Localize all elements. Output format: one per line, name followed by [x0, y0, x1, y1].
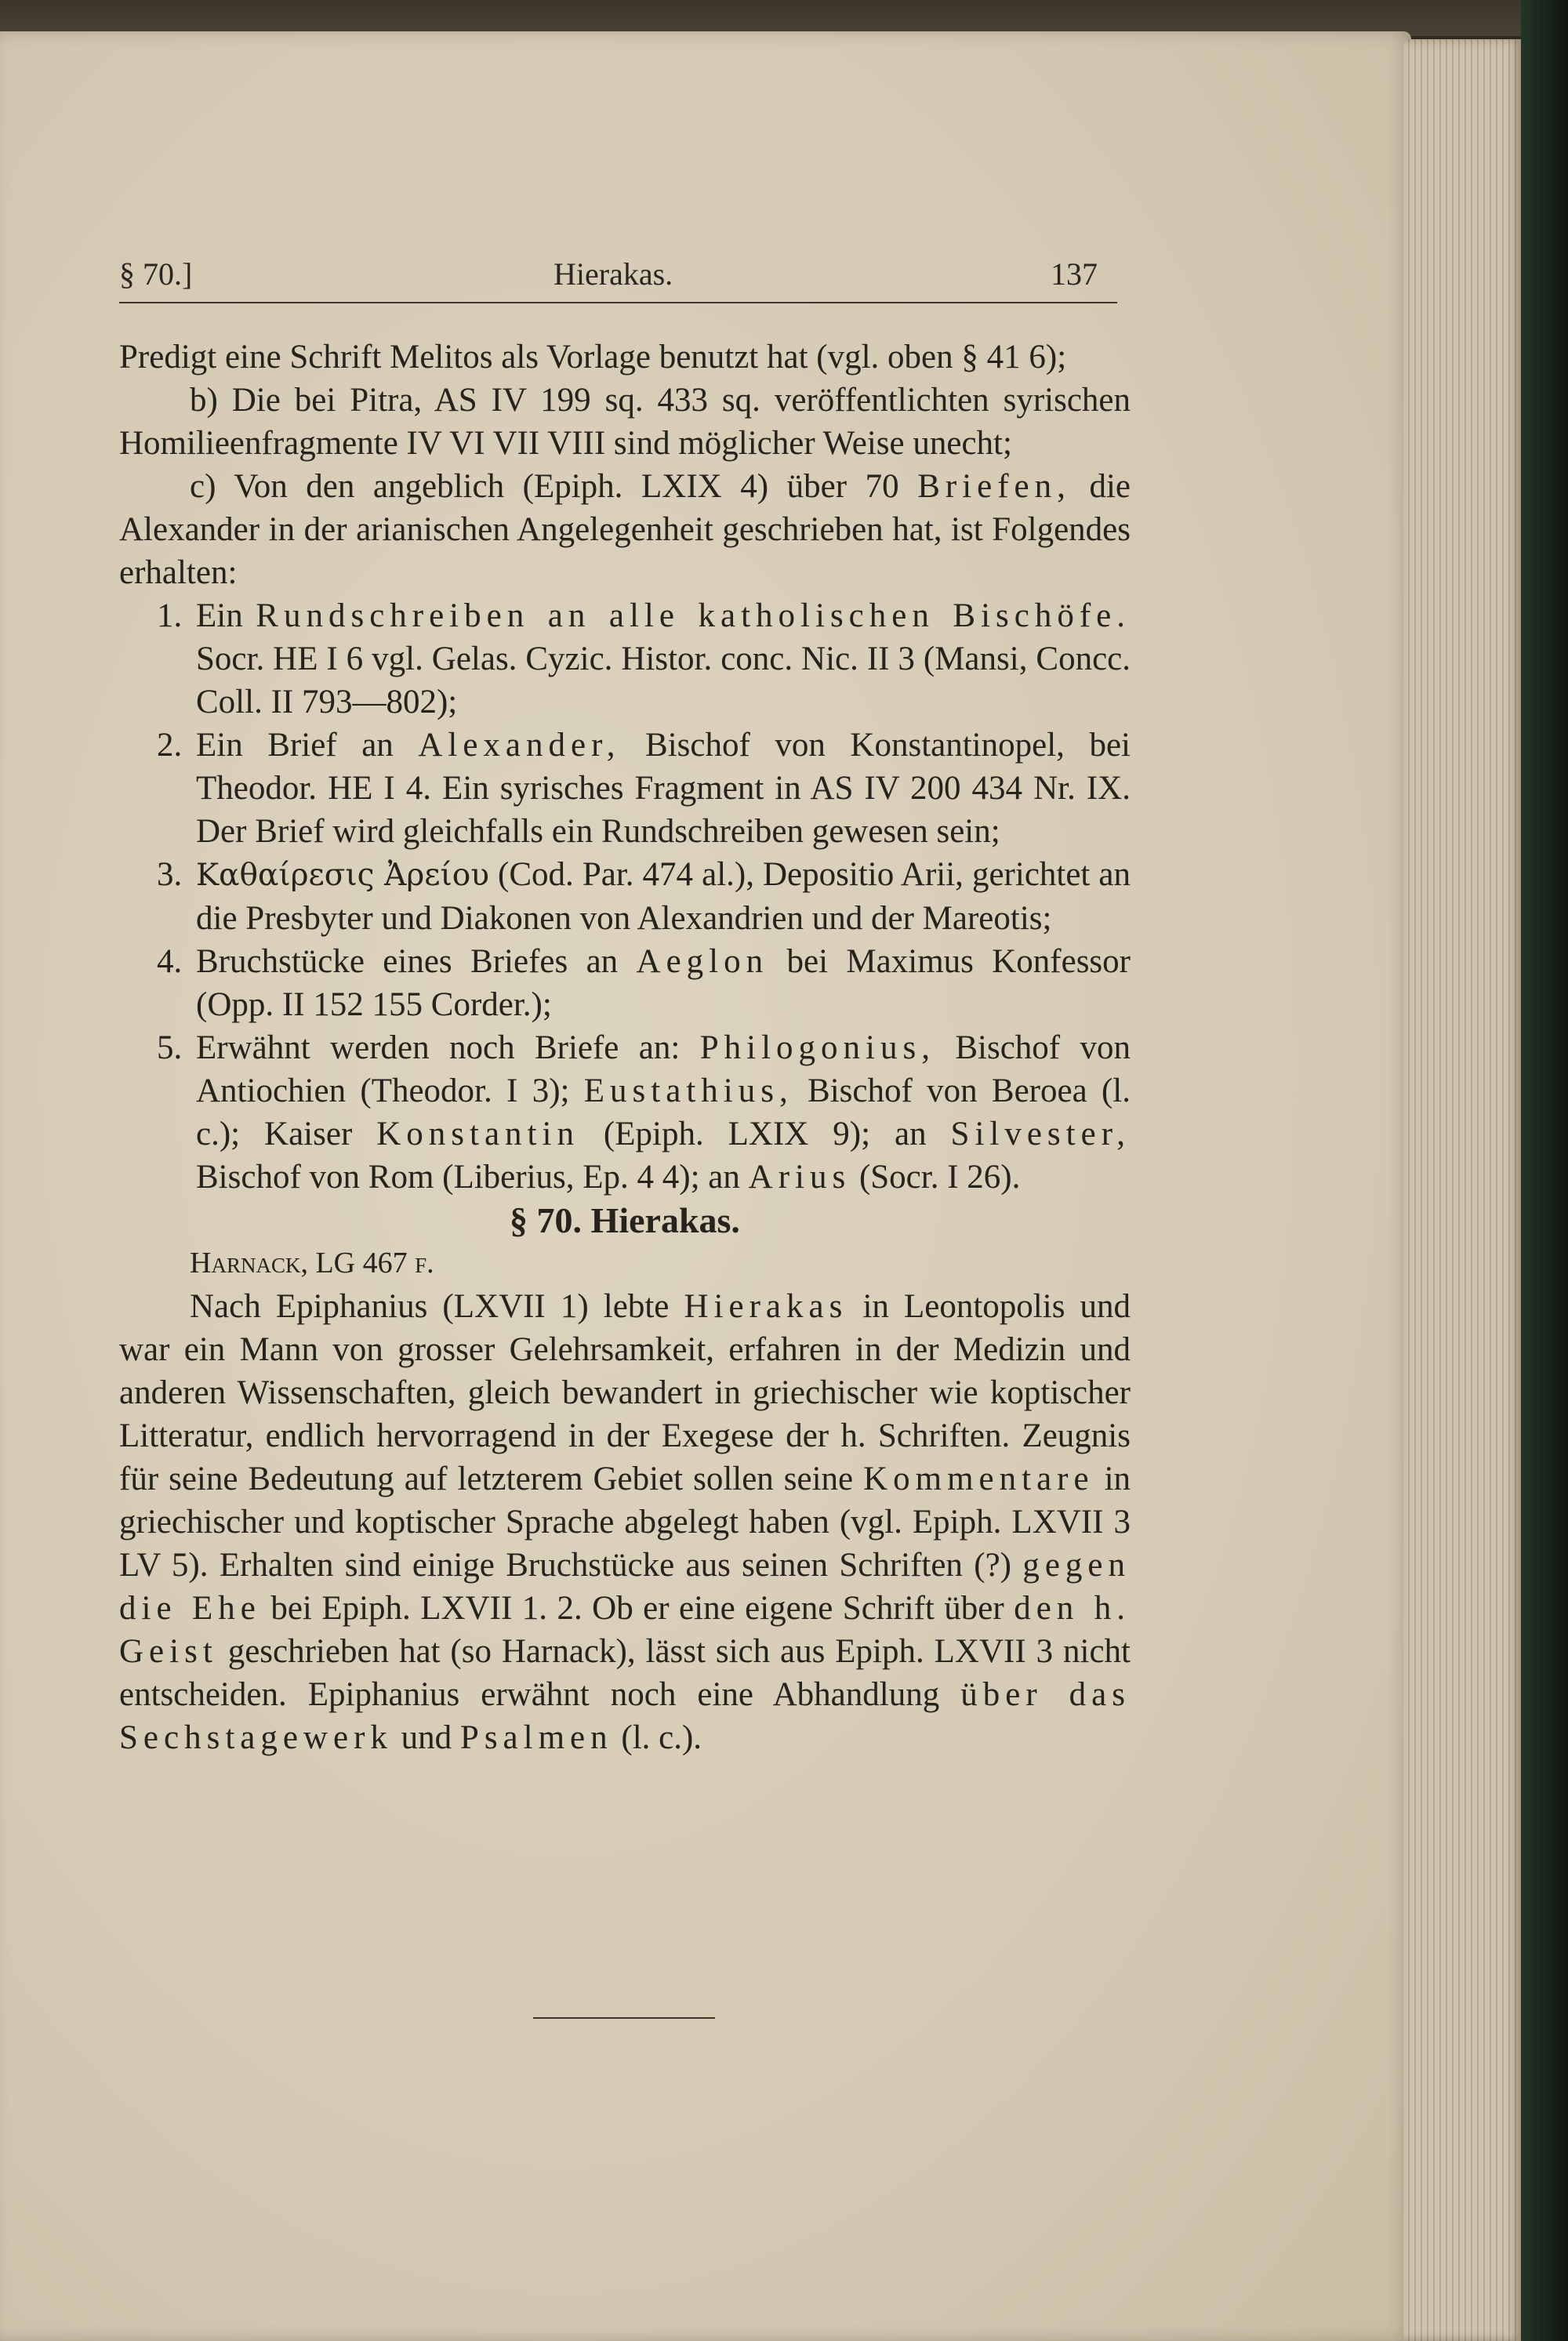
bibliography-reference: Harnack, LG 467 f.: [190, 1247, 434, 1279]
item-text: Bischof von Beroea (l. c.); Kaiser: [196, 1073, 1131, 1152]
text-run: bei Epiph. LXVII 1. 2. Ob er eine eigene Schrift über: [270, 1590, 1004, 1627]
book-cover-edge: [1521, 0, 1568, 2341]
item-number: 2.: [157, 727, 183, 764]
item-number: 5.: [157, 1029, 183, 1066]
item-text: Bischof von Konstantinopel, bei Theodor. HE I 4. Ein syrisches Fragment in AS IV 200 434 Nr. IX. Der Brief wird gleichfalls ein Rundschreiben gewesen sein;: [196, 727, 1131, 850]
item-text: bei Maximus Konfessor (Opp. II 152 155 Corder.);: [196, 943, 1131, 1023]
spaced-term: den h. Geist: [119, 1590, 1131, 1670]
item-text: Bischof von Antiochien (Theodor. I 3);: [196, 1029, 1131, 1109]
spaced-term: Rundschreiben an alle katholischen Bischöfe.: [256, 597, 1131, 634]
paragraph-c-start: c) Von den angeblich (Epiph. LXIX 4) über 70: [190, 468, 899, 505]
text-run: geschrieben hat (so Harnack), lässt sich aus Epiph. LXVII 3 nicht entscheiden. Epiphanius erwähnt noch eine Abhandlung: [119, 1633, 1131, 1713]
spaced-term: Hierakas: [684, 1288, 848, 1325]
item-text: (Epiph. LXIX 9); an: [603, 1116, 927, 1152]
item-number: 3.: [157, 856, 183, 893]
item-text: Bruchstücke eines Briefes an: [196, 943, 619, 980]
item-number: 1.: [157, 597, 183, 634]
spaced-term: Konstantin: [376, 1116, 579, 1152]
paragraph-1: Predigt eine Schrift Melitos als Vorlage benutzt hat (vgl. oben § 41 6);: [119, 339, 1067, 376]
item-text: Socr. HE I 6 vgl. Gelas. Cyzic. Histor. conc. Nic. II 3 (Mansi, Concc. Coll. II 793—802);: [196, 641, 1131, 720]
final-paragraph: [119, 1285, 1131, 1759]
body-text: [119, 336, 1131, 1759]
header-title: Hierakas.: [554, 256, 673, 292]
item-text: Bischof von Rom (Liberius, Ep. 4 4); an: [196, 1159, 740, 1196]
item-text: Ein: [196, 597, 243, 634]
page-number: 137: [1051, 256, 1098, 292]
item-text: Erwähnt werden noch Briefe an:: [196, 1029, 681, 1066]
item-text: Ein Brief an: [196, 727, 394, 764]
spaced-term: Arius: [748, 1159, 851, 1196]
text-run: in griechischer und koptischer Sprache abgelegt haben (vgl. Epiph. LXVII 3 LV 5). Erhalten sind einige Bruchstücke aus seinen Schriften (?): [119, 1461, 1131, 1584]
header-section: § 70.]: [119, 256, 193, 292]
list-item-4: [119, 940, 1131, 1026]
end-rule: [533, 2017, 715, 2019]
spaced-term: Silvester,: [950, 1116, 1131, 1152]
list-item-3: [119, 853, 1131, 940]
running-header: [119, 249, 1117, 296]
spaced-term: Philogonius,: [699, 1029, 935, 1066]
list-item-2: [119, 724, 1131, 853]
section-heading: § 70. Hierakas.: [510, 1200, 740, 1240]
item-text: (Socr. I 26).: [858, 1159, 1021, 1196]
item-number: 4.: [157, 943, 183, 980]
spaced-briefen: Briefen,: [917, 468, 1071, 505]
greek-title: Καθαίρεσις Ἀρείου: [196, 858, 489, 893]
text-run: Nach Epiphanius (LXVII 1) lebte: [190, 1288, 670, 1325]
text-run: in Leontopolis und war ein Mann von grosser Gelehrsamkeit, erfahren in der Medizin und anderen Wissenschaften, gleich bewandert in griechischer wie koptischer Litteratur, endlich hervorragend in der Exegese der h. Schriften. Zeugnis für seine Bedeutung auf letzterem Gebiet sollen seine: [119, 1288, 1131, 1497]
spaced-term: über das Sechstagewerk: [119, 1676, 1131, 1756]
spaced-term: Psalmen: [459, 1719, 613, 1756]
list-item-5: [119, 1026, 1131, 1199]
spaced-term: Aeglon: [636, 943, 769, 980]
text-run: (l. c.).: [621, 1719, 702, 1756]
header-rule: [119, 302, 1117, 303]
spaced-term: Alexander,: [418, 727, 621, 764]
list-item-1: [119, 594, 1131, 724]
text-run: und: [401, 1719, 452, 1756]
paragraph-c-end: die Alexander in der arianischen Angelegenheit geschrieben hat, ist Folgendes erhalten:: [119, 468, 1131, 591]
paragraph-b: b) Die bei Pitra, AS IV 199 sq. 433 sq. veröffentlichten syrischen Homilieenfragmente IV VI VII VIII sind möglicher Weise unecht;: [119, 382, 1131, 462]
page-edges: [1403, 39, 1521, 2341]
paragraph-c: [119, 465, 1131, 594]
spaced-term: Kommentare: [863, 1461, 1094, 1497]
spaced-term: gegen die Ehe: [119, 1547, 1131, 1627]
item-text: (Cod. Par. 474 al.), Depositio Arii, gerichtet an die Presbyter und Diakonen von Alexandrien und der Mareotis;: [196, 856, 1131, 937]
spaced-term: Eustathius,: [583, 1073, 793, 1109]
